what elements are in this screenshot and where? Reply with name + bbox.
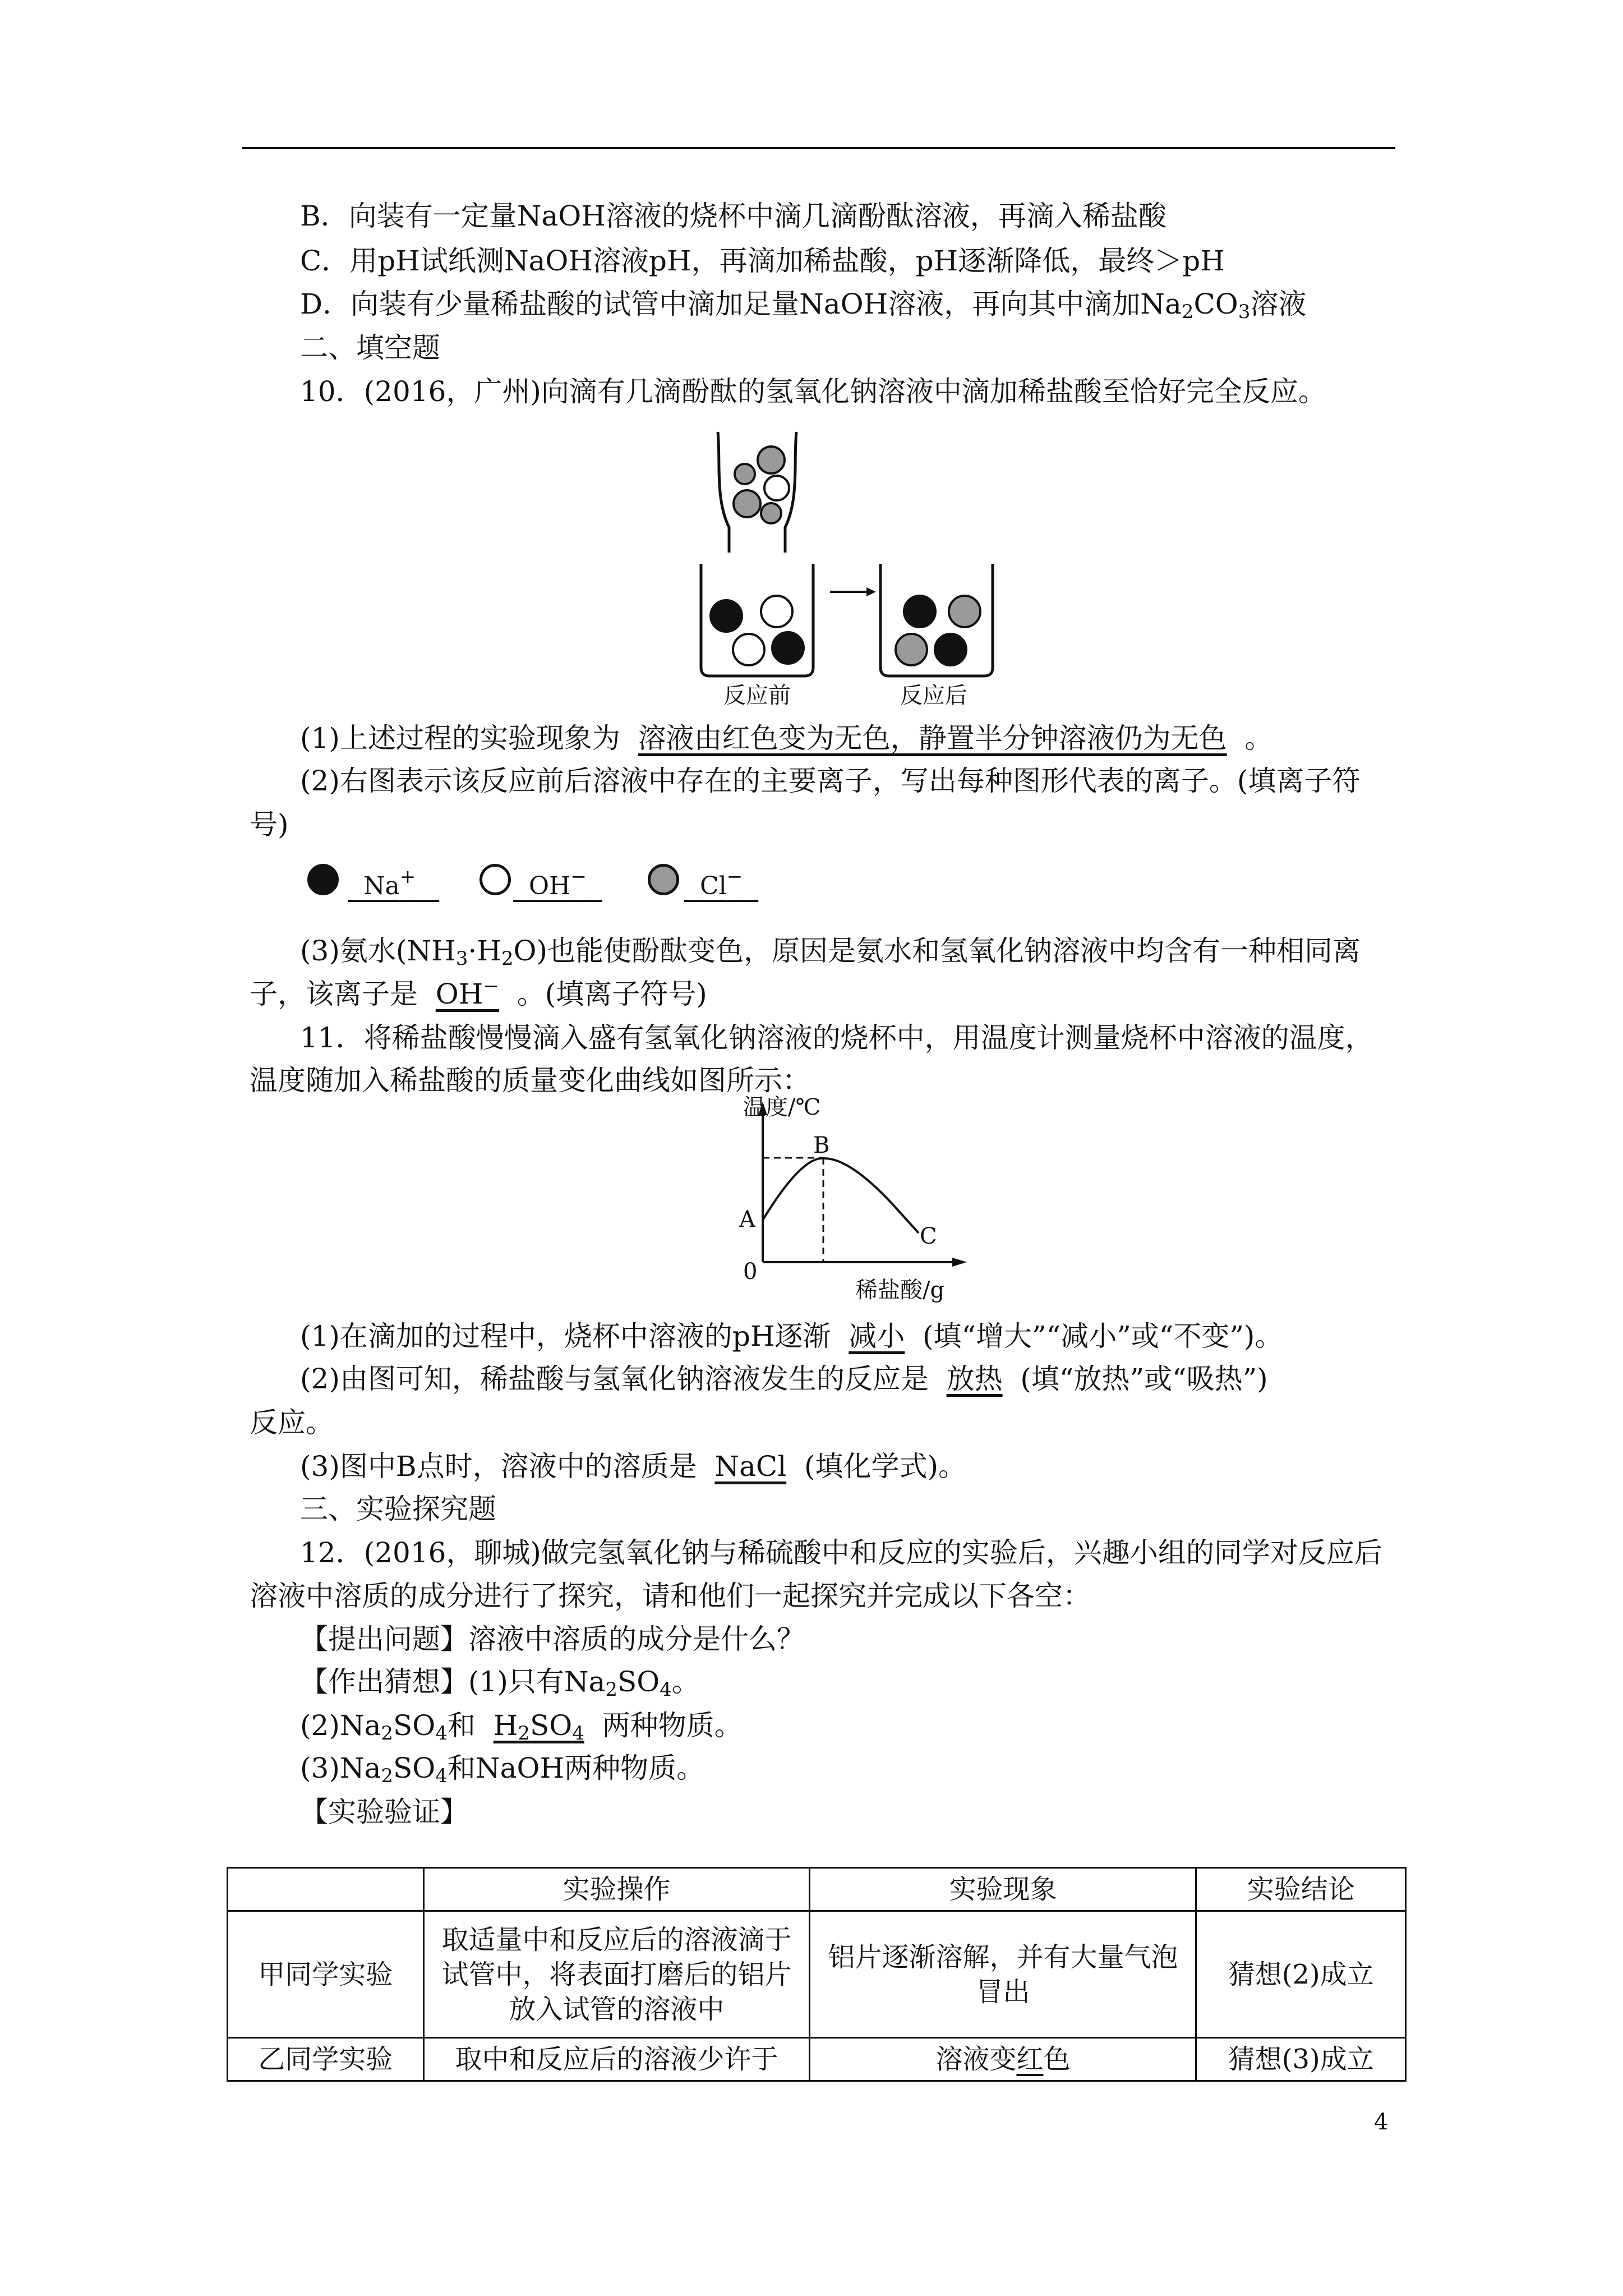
section-heading-experiment: 三、实验探究题 — [300, 1493, 496, 1525]
table-row — [228, 1911, 1406, 2038]
label-after-reaction: 反应后 — [900, 683, 967, 708]
q11-part2-line2: 反应。 — [250, 1406, 334, 1439]
table-header-cell — [228, 1868, 424, 1911]
chart-x-axis-label: 稀盐酸/g — [855, 1277, 945, 1303]
q12-stem-line1: 12．(2016，聊城)做完氢氧化钠与稀硫酸中和反应的实验后，兴趣小组的同学对反应后 — [300, 1536, 1382, 1569]
table-header-cell: 实验操作 — [423, 1868, 810, 1911]
table-cell: 猜想(2)成立 — [1196, 1911, 1406, 2038]
option-b: B．向装有一定量NaOH溶液的烧杯中滴几滴酚酞溶液，再滴入稀盐酸 — [300, 200, 1166, 232]
q10-answer-3: OH− — [435, 975, 499, 1010]
header-rule — [242, 147, 1395, 149]
chart-point-a: A — [739, 1207, 755, 1232]
table-cell: 甲同学实验 — [228, 1911, 424, 2038]
label-before-reaction: 反应前 — [723, 683, 791, 708]
q11-stem-line1: 11．将稀盐酸慢慢滴入盛有氢氧化钠溶液的烧杯中，用温度计测量烧杯中溶液的温度， — [300, 1022, 1373, 1054]
q12-stem-line2: 溶液中溶质的成分进行了探究，请和他们一起探究并完成以下各空： — [250, 1580, 1091, 1612]
chart-point-b: B — [813, 1133, 830, 1158]
q11-answer-2: 放热 — [946, 1363, 1003, 1395]
q11-stem-line2: 温度随加入稀盐酸的质量变化曲线如图所示： — [250, 1064, 810, 1097]
q11-part2: (2)由图可知，稀盐酸与氢氧化钠溶液发生的反应是 放热 (填“放热”或“吸热”) — [300, 1363, 1268, 1395]
option-c: C．用pH试纸测NaOH溶液pH，再滴加稀盐酸，pH逐渐降低，最终＞pH — [300, 245, 1225, 277]
q10-part2-line1: (2)右图表示该反应前后溶液中存在的主要离子，写出每种图形代表的离子。(填离子符 — [300, 765, 1361, 797]
experiment-table — [227, 1867, 1407, 2082]
table-header-cell: 实验结论 — [1196, 1868, 1406, 1911]
q10-stem: 10．(2016，广州)向滴有几滴酚酞的氢氧化钠溶液中滴加稀盐酸至恰好完全反应。 — [300, 375, 1326, 408]
q12-guess1: 【作出猜想】(1)只有$Na_2SO_4$。 — [300, 1665, 700, 1701]
q11-part1: (1)在滴加的过程中，烧杯中溶液的pH逐渐 减小 (填“增大”“减小”或“不变”)。 — [300, 1320, 1283, 1352]
q12-guess2: $(2)Na_2SO_4$和 $H_2SO_4$ 两种物质。 — [300, 1709, 743, 1745]
q10-answer-1: 溶液由红色变为无色，静置半分钟溶液仍为无色 — [638, 722, 1227, 754]
table-cell: 溶液变红色 — [810, 2038, 1196, 2081]
q12-guess3: $(3)Na_2SO_4$和NaOH两种物质。 — [300, 1752, 705, 1787]
q11-answer-1: 减小 — [849, 1320, 905, 1352]
table-cell: 铝片逐渐溶解，并有大量气泡冒出 — [810, 1911, 1196, 2038]
q10-part3-line1: (3)氨水$(NH_3\cdot H_2O)$也能使酚酞变色，原因是氨水和氢氧化钠溶液中均含有一种相同离 — [300, 935, 1361, 970]
q11-part3: (3)图中B点时，溶液中的溶质是 NaCl (填化学式)。 — [300, 1450, 966, 1483]
section-heading-fill: 二、填空题 — [300, 332, 440, 364]
ion-white-answer: OH− — [528, 866, 587, 900]
chart-point-c: C — [920, 1223, 937, 1249]
table-cell: 取中和反应后的溶液少许于 — [423, 2038, 810, 2081]
white-circle-icon — [479, 864, 511, 895]
table-cell: 乙同学实验 — [228, 2038, 424, 2081]
q11-answer-3: NaCl — [714, 1450, 787, 1483]
chart-y-axis-label: 温度/℃ — [743, 1094, 821, 1120]
q10-part2-line2: 号) — [250, 808, 289, 841]
ion-gray-answer: Cl− — [699, 866, 743, 900]
q12-answer-guess2: $H_2SO_4$ — [493, 1709, 584, 1745]
q10-beaker-figure — [695, 426, 1009, 707]
q12-verify: 【实验验证】 — [300, 1796, 468, 1828]
table-cell: 猜想(3)成立 — [1196, 2038, 1406, 2081]
option-d: D．向装有少量稀盐酸的试管中滴加足量NaOH溶液，再向其中滴加$Na_2CO_3$溶液 — [300, 288, 1307, 323]
chart-origin-label: 0 — [743, 1259, 758, 1285]
table-header-row — [228, 1868, 1406, 1911]
black-circle-icon — [307, 864, 339, 895]
page-number: 4 — [1374, 2109, 1389, 2135]
q10-part3-line2: 子，该离子是 OH− 。(填离子符号) — [250, 975, 707, 1010]
table-cell: 取适量中和反应后的溶液滴于试管中，将表面打磨后的铝片放入试管的溶液中 — [423, 1911, 810, 2038]
q12-ask: 【提出问题】溶液中溶质的成分是什么？ — [300, 1623, 805, 1655]
ion-black-answer: Na+ — [363, 866, 416, 900]
q10-part1: (1)上述过程的实验现象为 溶液由红色变为无色，静置半分钟溶液仍为无色 。 — [300, 722, 1273, 754]
table-header-cell: 实验现象 — [810, 1868, 1196, 1911]
gray-circle-icon — [648, 864, 679, 895]
q12-answer-color: 红 — [1016, 2044, 1044, 2075]
table-row — [228, 2038, 1406, 2081]
q11-temperature-chart — [729, 1094, 987, 1307]
